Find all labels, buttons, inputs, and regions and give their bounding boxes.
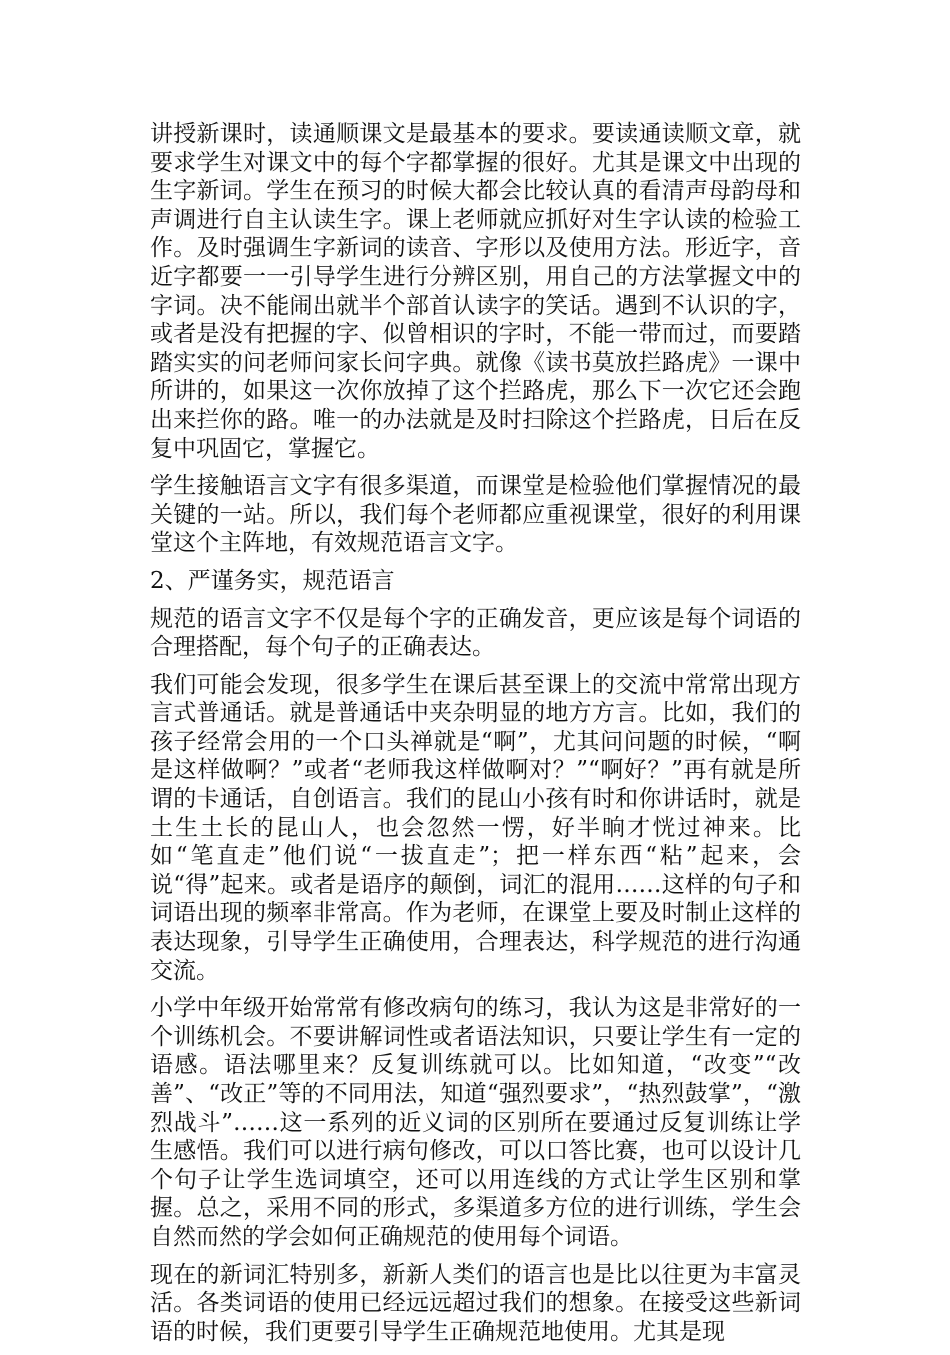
paragraph-new-vocabulary: 现在的新词汇特别多，新新人类们的语言也是比以往更为丰富灵活。各类词语的使用已经远远超过我们的想象。在接受这些新词语的时候，我们更要引导学生正确规范地使用。尤其是现 (150, 1261, 801, 1345)
paragraph-standard-language: 规范的语言文字不仅是每个字的正确发音，更应该是每个词语的合理搭配，每个句子的正确表达。 (150, 605, 801, 661)
paragraph-sentence-correction: 小学中年级开始常常有修改病句的练习，我认为这是非常好的一个训练机会。不要讲解词性或者语法知识，只要让学生有一定的语感。语法哪里来？反复训练就可以。比如知道，“改变”“改善”、“改正”等的不同用法，知道“强烈要求”，“热烈鼓掌”，“激烈战斗”……这一系列的近义词的区别所在要通过反复训练让学生感悟。我们可以进行病句修改，可以口答比赛，也可以设计几个句子让学生选词填空，还可以用连线的方式让学生区别和掌握。总之，采用不同的形式，多渠道多方位的进行训练，学生会自然而然的学会如何正确规范的使用每个词语。 (150, 995, 801, 1250)
paragraph-dialect-mandarin: 我们可能会发现，很多学生在课后甚至课上的交流中常常出现方言式普通话。就是普通话中夹杂明显的地方方言。比如，我们的孩子经常会用的一个口头禅就是“啊”，尤其问问题的时候，“啊是这样做啊？”或者“老师我这样做啊对？”“啊好？”再有就是所谓的卡通话，自创语言。我们的昆山小孩有时和你讲话时，就是土生土长的昆山人，也会忽然一愣，好半晌才恍过神来。比如“笔直走”他们说“一拔直走”；把一样东西“粘”起来，会说“得”起来。或者是语序的颠倒，词汇的混用……这样的句子和词语出现的频率非常高。作为老师，在课堂上要及时制止这样的表达现象，引导学生正确使用，合理表达，科学规范的进行沟通交流。 (150, 671, 801, 984)
paragraph-reading-new-words: 讲授新课时，读通顺课文是最基本的要求。要读通读顺文章，就要求学生对课文中的每个字都掌握的很好。尤其是课文中出现的生字新词。学生在预习的时候大都会比较认真的看清声母韵母和声调进行自主认读生字。课上老师就应抓好对生字认读的检验工作。及时强调生字新词的读音、字形以及使用方法。形近字，音近字都要一一引导学生进行分辨区别，用自己的方法掌握文中的字词。决不能闹出就半个部首认读字的笑话。遇到不认识的字，或者是没有把握的字、似曾相识的字时，不能一带而过，而要踏踏实实的问老师问家长问字典。就像《读书莫放拦路虎》一课中所讲的，如果这一次你放掉了这个拦路虎，那么下一次它还会跑出来拦你的路。唯一的办法就是及时扫除这个拦路虎，日后在反复中巩固它，掌握它。 (150, 121, 801, 462)
section-heading: 2、严谨务实，规范语言 (150, 567, 395, 594)
document-body (150, 120, 801, 1355)
paragraph-classroom-channel: 学生接触语言文字有很多渠道，而课堂是检验他们掌握情况的最关键的一站。所以，我们每个老师都应重视课堂，很好的利用课堂这个主阵地，有效规范语言文字。 (150, 473, 801, 557)
